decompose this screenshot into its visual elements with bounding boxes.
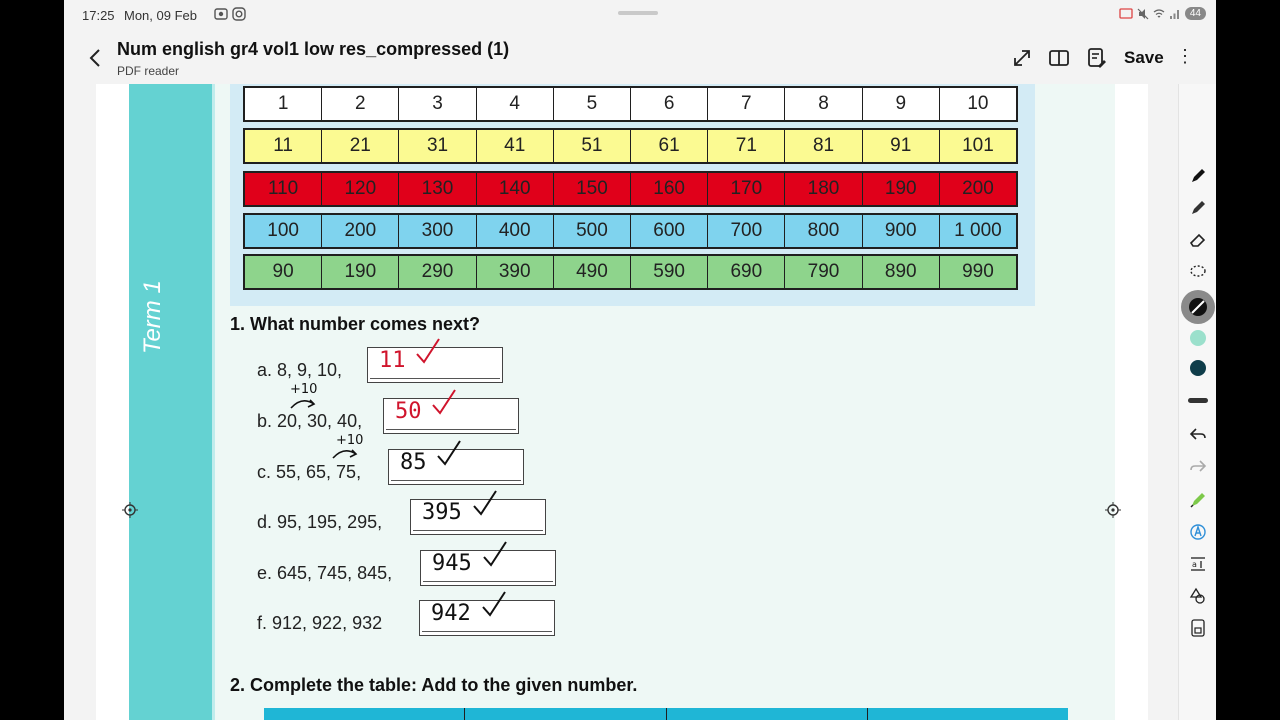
number-grid-cell: 11 [245,130,322,162]
handwritten-answer: 85 [400,450,427,475]
number-grid-cell: 90 [245,256,322,288]
number-grid-cell: 8 [785,88,862,120]
number-grid-cell: 500 [554,215,631,247]
check-mark-icon [470,488,500,518]
handwritten-answer: 50 [395,399,422,424]
color-dot-icon [1188,358,1208,378]
view-mode-button[interactable] [1047,46,1071,70]
question-1-item-label: d. 95, 195, 295, [257,512,383,532]
check-mark-icon [429,387,459,417]
pen-settings-button[interactable] [1181,290,1215,324]
number-grid-cell: 390 [477,256,554,288]
number-grid-cell: 140 [477,173,554,205]
pdf-page [96,84,1148,720]
number-grid-cell: 7 [708,88,785,120]
handwriting-icon [1188,522,1208,542]
number-grid-cell: 990 [962,261,994,282]
number-grid-row [243,171,1018,207]
number-grid-row [243,128,1018,164]
stroke-width-button[interactable] [1184,386,1212,414]
number-grid-cell: 91 [863,130,940,162]
back-button[interactable] [86,46,106,70]
number-grid-cell: 2 [322,88,399,120]
redo-icon [1188,456,1208,476]
lasso-icon [1188,262,1208,282]
number-grid-cell: 21 [322,130,399,162]
question-1-item-label: e. 645, 745, 845, [257,563,393,583]
marker-tool-button[interactable] [1184,194,1212,222]
more-options-button[interactable]: ⋮ [1176,46,1194,66]
pen-settings-icon [1187,296,1209,318]
number-grid-row [243,86,1018,122]
system-indicators [1119,7,1206,20]
right-page-handle-icon[interactable] [1105,502,1121,518]
undo-icon [1188,424,1208,444]
handwritten-answer: 11 [379,348,406,373]
number-grid-cell: 110 [245,173,322,205]
number-grid-cell: 4 [477,88,554,120]
svg-text:a: a [1192,560,1197,569]
wifi-icon [1153,8,1165,20]
number-grid-cell: 51 [554,130,631,162]
number-grid-cell: 9 [863,88,940,120]
document-edit-icon [1084,46,1108,70]
pen-tool-button[interactable] [1184,162,1212,190]
pen-toolbar [1178,84,1216,720]
number-grid-cell: 10 [967,93,989,114]
app-header [64,32,1216,84]
term-band [129,84,215,720]
number-grid-cell: 160 [631,173,708,205]
number-grid-cell: 690 [708,256,785,288]
number-grid-cell: 190 [863,173,940,205]
term-label: Term 1 [139,280,166,354]
text-icon [1188,554,1208,574]
color-dot-icon [1188,328,1208,348]
check-mark-icon [480,539,510,569]
eraser-icon [1188,230,1208,250]
drag-handle[interactable] [618,11,658,15]
save-button[interactable]: Save [1124,48,1164,67]
stroke-width-icon [1187,390,1209,410]
redo-button[interactable] [1184,452,1212,480]
expand-icon [1010,46,1034,70]
number-grid-cell: 3 [399,88,476,120]
cast-icon [1119,8,1133,20]
annotation-plus-ten: +10 [290,382,318,397]
lasso-tool-button[interactable] [1184,258,1212,286]
handwritten-answer: 942 [431,601,471,626]
document-subtitle: PDF reader [117,64,180,78]
signal-icon [1169,8,1181,20]
number-grid-cell: 1 000 [954,220,1002,241]
number-grid-row [243,213,1018,249]
battery-icon: 44 [1185,7,1206,20]
image-icon [1188,618,1208,638]
number-grid-cell: 800 [785,215,862,247]
check-mark-icon [434,438,464,468]
number-grid-cell: 590 [631,256,708,288]
number-grid-cell: 101 [962,135,994,156]
annotation-arrow-icon [330,444,364,464]
number-grid-cell: 190 [322,256,399,288]
book-icon [1047,46,1071,70]
number-grid-cell: 700 [708,215,785,247]
undo-button[interactable] [1184,420,1212,448]
number-grid-cell: 900 [863,215,940,247]
question-1-item-label: c. 55, 65, 75, [257,462,362,482]
status-date: Mon, 09 Feb [124,8,197,23]
number-grid-cell: 400 [477,215,554,247]
marker-icon [1188,198,1208,218]
eraser-tool-button[interactable] [1184,226,1212,254]
number-grid-cell: 290 [399,256,476,288]
shapes-tool-button[interactable] [1184,582,1212,610]
number-grid-cell: 170 [708,173,785,205]
annotation-arrow-icon [288,394,322,414]
number-grid-cell: 300 [399,215,476,247]
fullscreen-button[interactable] [1010,46,1034,70]
number-grid-cell: 790 [785,256,862,288]
image-tool-button[interactable] [1184,614,1212,642]
number-grid-cell: 200 [322,215,399,247]
handwritten-answer: 945 [432,551,472,576]
pen-icon [1188,166,1208,186]
number-grid-cell: 1 [245,88,322,120]
status-bar [64,0,1216,32]
number-grid-cell: 490 [554,256,631,288]
highlighter-icon [1188,490,1208,510]
question-2-table-header [264,708,1068,720]
number-grid-cell: 31 [399,130,476,162]
mute-icon [1137,8,1149,20]
highlighter-tool-button[interactable] [1184,486,1212,514]
number-grid-cell: 600 [631,215,708,247]
status-time: 17:25 [82,8,115,23]
left-page-handle-icon[interactable] [122,502,138,518]
question-1-item-label: a. 8, 9, 10, [257,360,343,380]
question-1-item-label: f. 912, 922, 932 [257,613,383,633]
number-grid-cell: 200 [962,178,994,199]
handwritten-answer: 395 [422,500,462,525]
tablet-screen [64,0,1216,720]
number-grid-cell: 71 [708,130,785,162]
question-1-item-label: b. 20, 30, 40, [257,411,363,431]
handwriting-tool-button[interactable] [1184,518,1212,546]
number-grid-cell: 100 [245,215,322,247]
document-title: Num english gr4 vol1 low res_compressed (1) [117,39,510,59]
edit-document-button[interactable] [1084,46,1108,70]
number-grid-cell: 6 [631,88,708,120]
number-grid-cell: 61 [631,130,708,162]
shapes-icon [1188,586,1208,606]
check-mark-icon [413,336,443,366]
number-grid-cell: 81 [785,130,862,162]
number-grid-cell: 130 [399,173,476,205]
number-grid-cell: 41 [477,130,554,162]
number-grid-cell: 5 [554,88,631,120]
check-mark-icon [479,589,509,619]
notification-icons [214,7,248,24]
number-grid-cell: 150 [554,173,631,205]
text-tool-button[interactable] [1184,550,1212,578]
question-1-title: 1. What number comes next? [230,314,481,334]
number-grid-cell: 180 [785,173,862,205]
color-swatch-teal[interactable] [1184,324,1212,352]
number-grid-cell: 890 [863,256,940,288]
number-grid-cell: 120 [322,173,399,205]
pdf-viewer[interactable] [64,84,1178,720]
color-swatch-dark-teal[interactable] [1184,354,1212,382]
number-grid-row [243,254,1018,290]
question-2-title: 2. Complete the table: Add to the given number. [230,675,638,695]
annotation-plus-ten: +10 [336,433,364,448]
